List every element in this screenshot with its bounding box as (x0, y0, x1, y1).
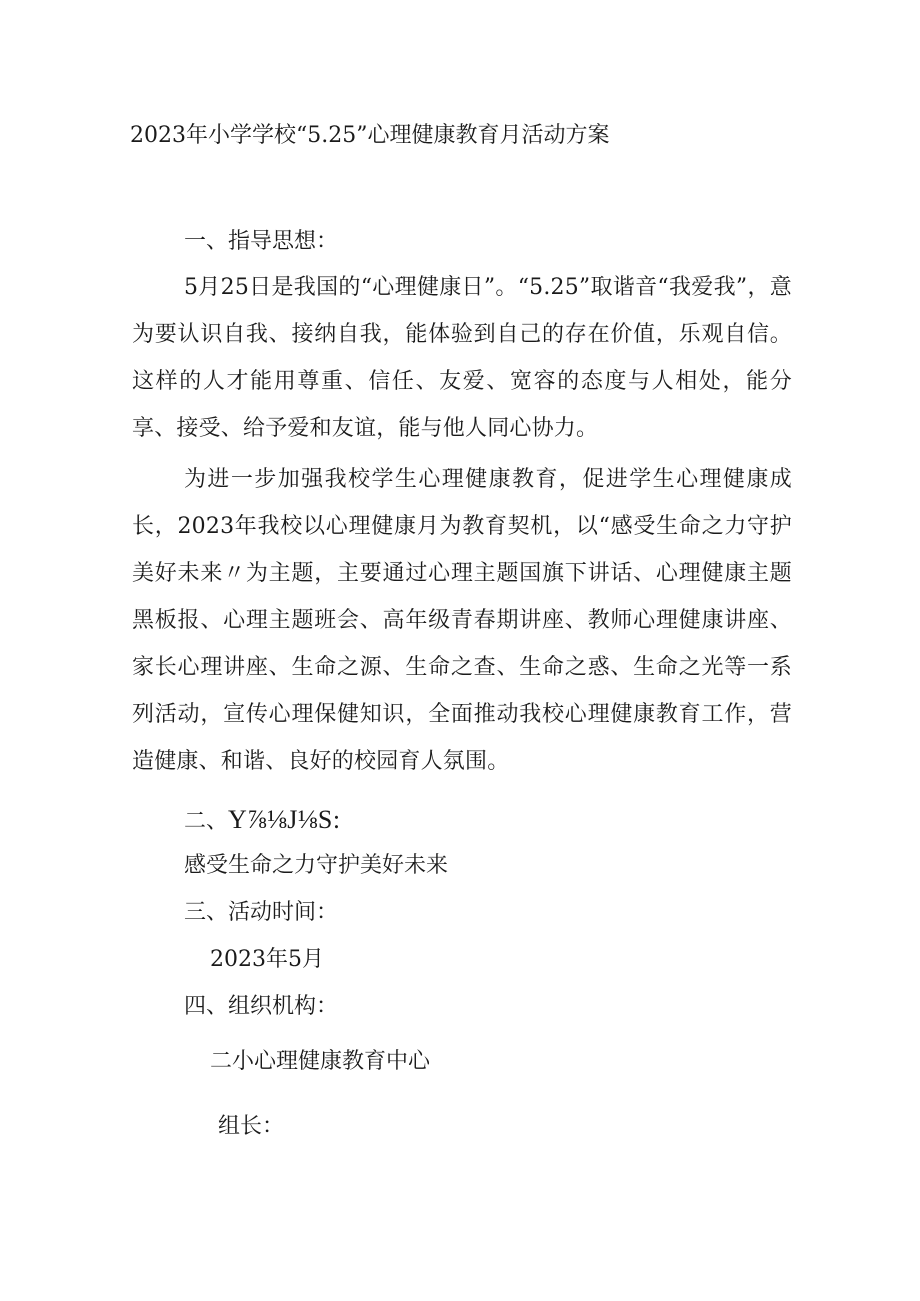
section-4-leader-label: 组长： (218, 1114, 285, 1139)
section-3-content: 2023年5月 (210, 947, 324, 972)
section-3-heading: 三、活动时间： (184, 900, 339, 925)
section-4-heading: 四、组织机构： (184, 994, 339, 1019)
section-2-content: 感受生命之力守护美好未来 (184, 853, 449, 878)
section-2-heading (184, 804, 341, 838)
section-2-prefix: 二、 (184, 809, 229, 834)
section-1-paragraph-1: 5月25日是我国的“心理健康日”。“5.25”取谐音“我爱我”，意为要认识自我、接纳自我，能体验到自己的存在价值，乐观自信。这样的人才能用尊重、信任、友爱、宽容的态度与人相处，能分享、接受、给予爱和友谊，能与他人同心协力。 (132, 275, 792, 441)
section-2-garbled-heading: Y⅞⅛J⅛S: (228, 805, 341, 834)
section-1-paragraph-2: 为进一步加强我校学生心理健康教育，促进学生心理健康成长，2023年我校以心理健康月为教育契机，以“感受生命之力守护美好未来〃为主题，主要通过心理主题国旗下讲话、心理健康主题黑板报、心理主题班会、高年级青春期讲座、教师心理健康讲座、家长心理讲座、生命之源、生命之查、生命之惑、生命之光等一系列活动，宣传心理保健知识，全面推动我校心理健康教育工作，营造健康、和谐、良好的校园育人氛围。 (132, 467, 792, 774)
section-4-content: 二小心理健康教育中心 (210, 1049, 431, 1074)
document-title: 2023年小学学校“5.25”心理健康教育月活动方案 (130, 123, 610, 148)
section-1-heading: 一、指导思想： (184, 229, 339, 254)
